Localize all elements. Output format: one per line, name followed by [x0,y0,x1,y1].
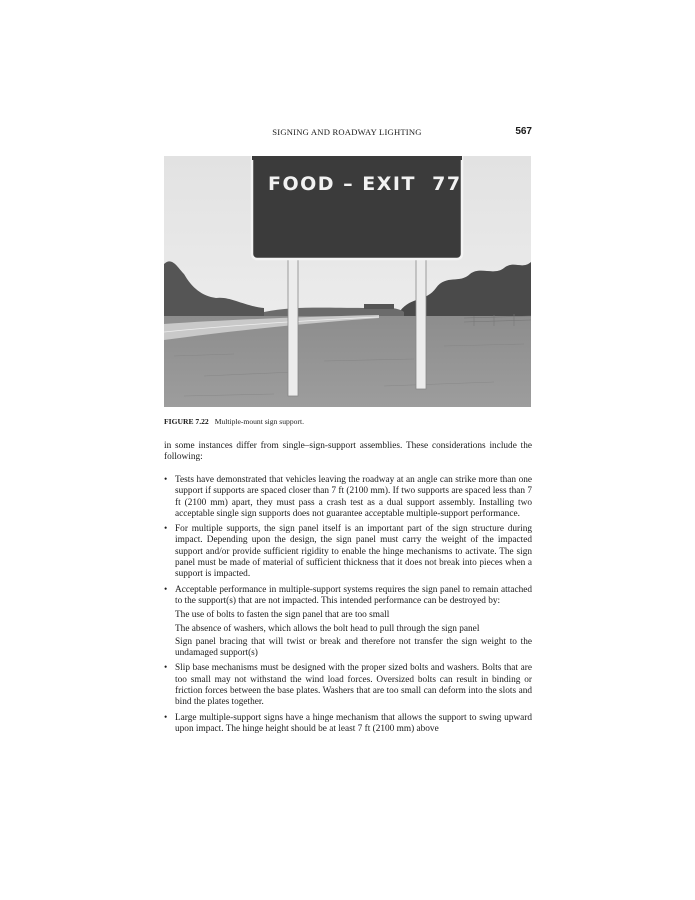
sub-list-item: The use of bolts to fasten the sign panel that are too small [175,610,390,621]
list-item-text: Tests have demonstrated that vehicles leaving the roadway at an angle can strike more than one support if supports are spaced closer than 7 ft (2100 mm). If two supports are spaced less than 7 ft (2100 mm) apart, they must pass a crash test as a dual support assembly. Installing two acceptable single sign supports does not guarantee acceptable multiple-support performance. [175,475,532,519]
running-header [162,127,532,141]
intro-paragraph: in some instances differ from single–sign-support assemblies. These considerations include the following: [164,441,532,463]
running-header-title: SIGNING AND ROADWAY LIGHTING [272,127,422,137]
sub-list-item: The absence of washers, which allows the bolt head to pull through the sign panel [175,623,480,634]
list-item-text: Slip base mechanisms must be designed with the proper sized bolts and washers. Bolts that are too small may not withstand the wind load forces. Oversized bolts can result in binding or friction forces between the base plates. Washers that are too small can deform into the slots and bind the plates together. [175,663,532,708]
list-item [164,524,532,580]
sign-post-right [416,256,426,389]
bullet-icon: • [164,663,168,674]
list-item-text: Acceptable performance in multiple-support systems requires the sign panel to remain attached to the support(s) that are not impacted. This intended performance can be destroyed by: [175,584,532,606]
list-item-text: Large multiple-support signs have a hinge mechanism that allows the support to swing upward upon impact. The hinge height should be at least 7 ft (2100 mm) above [175,712,532,734]
list-item [164,475,532,520]
list-item [164,663,532,708]
figure-label: FIGURE 7.22 [164,417,209,426]
sub-list-item: Sign panel bracing that will twist or break and therefore not transfer the sign weight to the undamaged support(s) [175,636,532,659]
sign-post-left [288,256,298,396]
sign-text: FOOD – EXIT 77 [268,173,462,195]
bullet-icon: • [164,475,168,485]
considerations-list [164,475,532,739]
bullet-icon: • [164,524,168,535]
figure-caption [164,417,534,426]
page-number: 567 [515,126,532,137]
figure-caption-text: Multiple-mount sign support. [214,417,304,426]
list-item [164,713,532,736]
bullet-icon: • [164,584,168,595]
sign-panel [252,156,462,259]
list-item [164,585,532,660]
list-item-text: For multiple supports, the sign panel itself is an important part of the sign structure during impact. Depending upon the design, the sign panel must carry the weight of the impacted support and/or provide sufficient rigidity to enable the hinge mechanisms to activate. The sign panel must be made of material of sufficient thickness that it does not break into pieces when a support is impacted. [175,524,532,580]
sub-list [175,610,532,659]
bullet-icon: • [164,712,168,723]
figure-photo [164,156,531,407]
